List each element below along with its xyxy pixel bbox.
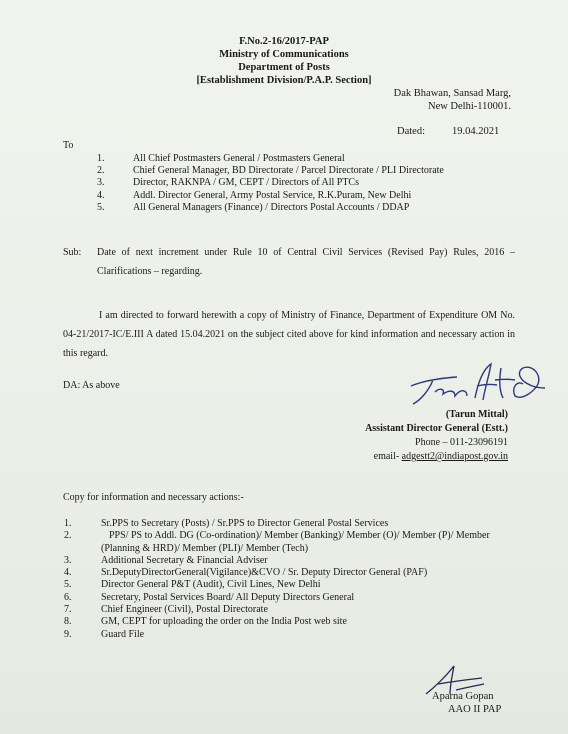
- division-name: [Establishment Division/P.A.P. Section]: [196, 75, 372, 86]
- list-item: 7. Chief Engineer (Civil), Postal Directorate: [64, 604, 268, 616]
- list-item: 3. Director, RAKNPA / GM, CEPT / Directors of All PTCs: [97, 177, 359, 189]
- signatory-phone: Phone – 011-23096191: [415, 437, 508, 448]
- list-item: 2. PPS/ PS to Addl. DG (Co-ordination)/ Member (Banking)/ Member (O)/ Member (P)/ Member (Planning & HRD)/ Member (PLI)/ Member (Tech): [64, 530, 490, 554]
- signatory-name: (Tarun Mittal): [445, 409, 508, 420]
- list-item: 2. Chief General Manager, BD Directorate / Parcel Directorate / PLI Directorate: [97, 165, 444, 177]
- copy-signatory-name: Aparna Gopan: [432, 691, 494, 702]
- list-item: 4. Sr.DeputyDirectorGeneral(Vigilance)&CVO / Sr. Deputy Director General (PAF): [64, 567, 428, 579]
- subject-text: Date of next increment under Rule 10 of Central Civil Services (Revised Pay) Rules, 2016 – Clarifications – regarding.: [97, 247, 515, 277]
- list-item: 3. Additional Secretary & Financial Adviser: [64, 554, 268, 566]
- signatory-block: [365, 408, 508, 464]
- list-item: 5. Director General P&T (Audit), Civil Lines, New Delhi: [64, 579, 321, 591]
- enclosure-note: DA: As above: [63, 380, 120, 391]
- address-line-1: Dak Bhawan, Sansad Marg,: [393, 88, 511, 99]
- email-link[interactable]: adgestt2@indiapost.gov.in: [401, 451, 508, 462]
- signatory-email: email- adgestt2@indiapost.gov.in: [373, 451, 508, 462]
- list-item: 4. Addl. Director General, Army Postal Service, R.K.Puram, New Delhi: [97, 189, 412, 201]
- signatory-designation: Assistant Director General (Estt.): [365, 423, 508, 434]
- copy-heading: Copy for information and necessary actions:-: [63, 492, 244, 503]
- department-name: Department of Posts: [238, 62, 330, 73]
- list-item: 1. Sr.PPS to Secretary (Posts) / Sr.PPS to Director General Postal Services: [64, 518, 389, 529]
- file-number: F.No.2-16/2017-PAP: [239, 36, 329, 47]
- subject-label: Sub:: [63, 247, 82, 258]
- to-label: To: [63, 140, 74, 151]
- date-label: Dated:: [397, 126, 425, 137]
- list-item: 5. All General Managers (Finance) / Directors Postal Accounts / DDAP: [97, 201, 410, 213]
- body-paragraph: I am directed to forward herewith a copy of Ministry of Finance, Department of Expenditure OM No. 04-21/2017-IC/E.III A dated 15.04.2021 on the subject cited above for kind information and necessary action in this regard.: [63, 310, 515, 359]
- list-item: 6. Secretary, Postal Services Board/ All Deputy Directors General: [64, 591, 355, 603]
- signature-tarun-mittal: [405, 358, 555, 408]
- list-item: 9. Guard File: [64, 628, 145, 640]
- list-item: 8. GM, CEPT for uploading the order on the India Post web site: [64, 616, 347, 628]
- recipient-list: [97, 153, 517, 214]
- list-item: 1. All Chief Postmasters General / Postmasters General: [97, 153, 345, 164]
- copy-list: [64, 518, 524, 641]
- date-value: 19.04.2021: [452, 126, 500, 137]
- ministry-name: Ministry of Communications: [219, 49, 349, 60]
- address-line-2: New Delhi-110001.: [427, 101, 511, 112]
- copy-signatory-designation: AAO II PAP: [448, 704, 502, 715]
